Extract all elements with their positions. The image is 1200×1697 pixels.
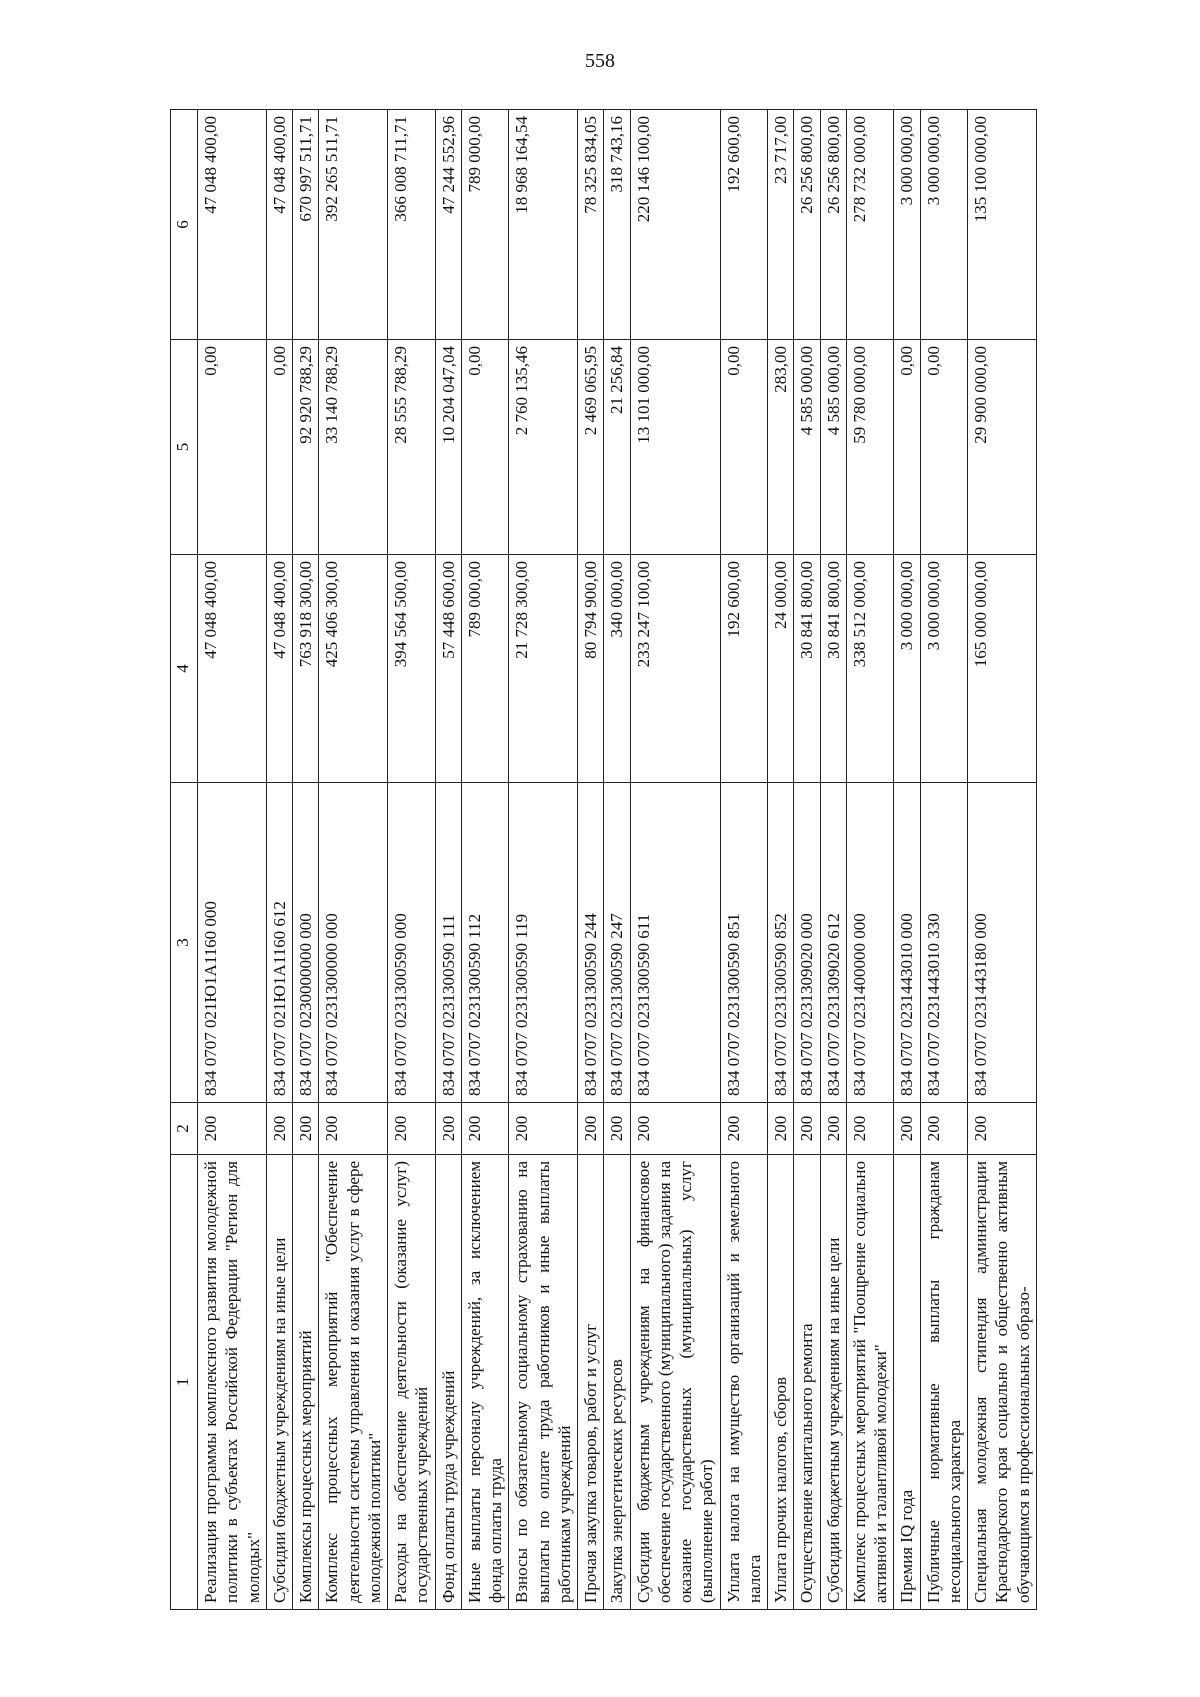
table-row bbox=[509, 110, 578, 1610]
row-value-6: 78 325 834,05 bbox=[578, 110, 604, 340]
table-row bbox=[968, 110, 1037, 1610]
row-kbk: 834 0707 0231300590 611 bbox=[630, 783, 720, 1103]
table-row bbox=[266, 110, 292, 1610]
row-kbk: 834 0707 0231300590 852 bbox=[768, 783, 794, 1103]
table-row bbox=[794, 110, 820, 1610]
table-row bbox=[768, 110, 794, 1610]
row-code: 200 bbox=[435, 1103, 461, 1155]
row-value-5: 10 204 047,04 bbox=[435, 340, 461, 555]
row-name: Осуществление капитального ремонта bbox=[794, 1155, 820, 1610]
row-kbk: 834 0707 0230000000 000 bbox=[293, 783, 319, 1103]
row-code: 200 bbox=[604, 1103, 630, 1155]
row-value-4: 394 564 500,00 bbox=[388, 555, 436, 783]
row-value-6: 3 000 000,00 bbox=[920, 110, 968, 340]
row-kbk: 834 0707 0231300590 247 bbox=[604, 783, 630, 1103]
header-row bbox=[171, 110, 198, 1610]
row-name: Уплата налога на имущество организаций и земельного налога bbox=[720, 1155, 768, 1610]
row-kbk: 834 0707 0231309020 000 bbox=[794, 783, 820, 1103]
row-code: 200 bbox=[846, 1103, 894, 1155]
row-name: Иные выплаты персоналу учреждений, за исключением фонда оплаты труда bbox=[461, 1155, 509, 1610]
row-value-4: 192 600,00 bbox=[720, 555, 768, 783]
row-value-4: 340 000,00 bbox=[604, 555, 630, 783]
page-number: 558 bbox=[585, 50, 615, 72]
row-kbk: 834 0707 0231300590 112 bbox=[461, 783, 509, 1103]
row-value-4: 24 000,00 bbox=[768, 555, 794, 783]
row-name: Премия IQ года bbox=[894, 1155, 920, 1610]
row-name: Фонд оплаты труда учреждений bbox=[435, 1155, 461, 1610]
row-kbk: 834 0707 0231300590 111 bbox=[435, 783, 461, 1103]
row-value-5: 29 900 000,00 bbox=[968, 340, 1037, 555]
row-value-5: 13 101 000,00 bbox=[630, 340, 720, 555]
row-value-5: 0,00 bbox=[920, 340, 968, 555]
row-value-5: 59 780 000,00 bbox=[846, 340, 894, 555]
row-value-5: 283,00 bbox=[768, 340, 794, 555]
row-value-6: 26 256 800,00 bbox=[794, 110, 820, 340]
table-row bbox=[578, 110, 604, 1610]
row-value-4: 47 048 400,00 bbox=[266, 555, 292, 783]
row-value-6: 23 717,00 bbox=[768, 110, 794, 340]
table-row bbox=[630, 110, 720, 1610]
row-code: 200 bbox=[794, 1103, 820, 1155]
row-kbk: 834 0707 0231300000 000 bbox=[319, 783, 388, 1103]
table-row bbox=[820, 110, 846, 1610]
row-code: 200 bbox=[968, 1103, 1037, 1155]
row-value-4: 3 000 000,00 bbox=[920, 555, 968, 783]
row-code: 200 bbox=[768, 1103, 794, 1155]
row-value-4: 3 000 000,00 bbox=[894, 555, 920, 783]
row-value-4: 763 918 300,00 bbox=[293, 555, 319, 783]
row-code: 200 bbox=[509, 1103, 578, 1155]
row-name: Прочая закупка товаров, работ и услуг bbox=[578, 1155, 604, 1610]
table-row bbox=[604, 110, 630, 1610]
row-value-6: 18 968 164,54 bbox=[509, 110, 578, 340]
row-value-6: 789 000,00 bbox=[461, 110, 509, 340]
row-value-5: 0,00 bbox=[198, 340, 267, 555]
row-code: 200 bbox=[198, 1103, 267, 1155]
row-value-6: 192 600,00 bbox=[720, 110, 768, 340]
row-value-5: 0,00 bbox=[461, 340, 509, 555]
row-name: Публичные нормативные выплаты гражданам несоциального характера bbox=[920, 1155, 968, 1610]
row-value-6: 366 008 711,71 bbox=[388, 110, 436, 340]
row-kbk: 834 0707 0231400000 000 bbox=[846, 783, 894, 1103]
table-row bbox=[846, 110, 894, 1610]
row-code: 200 bbox=[388, 1103, 436, 1155]
row-kbk: 834 0707 0231443180 000 bbox=[968, 783, 1037, 1103]
table-row bbox=[720, 110, 768, 1610]
row-code: 200 bbox=[920, 1103, 968, 1155]
row-value-4: 338 512 000,00 bbox=[846, 555, 894, 783]
row-value-6: 392 265 511,71 bbox=[319, 110, 388, 340]
row-name: Комплекс процессных мероприятий "Поощрение социально активной и талантливой молодежи" bbox=[846, 1155, 894, 1610]
header-col-6: 6 bbox=[171, 110, 198, 340]
row-code: 200 bbox=[820, 1103, 846, 1155]
row-kbk: 834 0707 0231300590 851 bbox=[720, 783, 768, 1103]
row-name: Субсидии бюджетным учреждениям на иные цели bbox=[820, 1155, 846, 1610]
row-value-6: 278 732 000,00 bbox=[846, 110, 894, 340]
row-kbk: 834 0707 021Ю1А1160 612 bbox=[266, 783, 292, 1103]
table-body bbox=[198, 110, 1037, 1610]
row-value-5: 4 585 000,00 bbox=[820, 340, 846, 555]
row-name: Специальная молодежная стипендия администрации Краснодарского края социально и общественно активным обучающимся в профессиональных образо- bbox=[968, 1155, 1037, 1610]
row-name: Расходы на обеспечение деятельности (оказание услуг) государственных учреждений bbox=[388, 1155, 436, 1610]
table-row bbox=[461, 110, 509, 1610]
row-kbk: 834 0707 0231300590 119 bbox=[509, 783, 578, 1103]
row-kbk: 834 0707 0231300590 000 bbox=[388, 783, 436, 1103]
row-value-5: 2 760 135,46 bbox=[509, 340, 578, 555]
header-col-5: 5 bbox=[171, 340, 198, 555]
row-value-5: 4 585 000,00 bbox=[794, 340, 820, 555]
row-code: 200 bbox=[720, 1103, 768, 1155]
row-value-6: 26 256 800,00 bbox=[820, 110, 846, 340]
table-row bbox=[388, 110, 436, 1610]
row-name: Комплексы процессных мероприятий bbox=[293, 1155, 319, 1610]
row-value-4: 47 048 400,00 bbox=[198, 555, 267, 783]
row-value-6: 670 997 511,71 bbox=[293, 110, 319, 340]
row-value-5: 0,00 bbox=[720, 340, 768, 555]
rotated-table-wrapper bbox=[170, 110, 1040, 1610]
row-value-6: 135 100 000,00 bbox=[968, 110, 1037, 340]
row-value-4: 30 841 800,00 bbox=[794, 555, 820, 783]
table-row bbox=[894, 110, 920, 1610]
row-code: 200 bbox=[266, 1103, 292, 1155]
row-value-5: 2 469 065,95 bbox=[578, 340, 604, 555]
header-col-3: 3 bbox=[171, 783, 198, 1103]
row-name: Уплата прочих налогов, сборов bbox=[768, 1155, 794, 1610]
row-value-5: 92 920 788,29 bbox=[293, 340, 319, 555]
row-value-4: 80 794 900,00 bbox=[578, 555, 604, 783]
row-code: 200 bbox=[319, 1103, 388, 1155]
row-value-5: 33 140 788,29 bbox=[319, 340, 388, 555]
header-col-2: 2 bbox=[171, 1103, 198, 1155]
row-value-5: 21 256,84 bbox=[604, 340, 630, 555]
row-name: Реализация программы комплексного развития молодежной политики в субъектах Российской Федерации "Регион для молодых" bbox=[198, 1155, 267, 1610]
row-name: Взносы по обязательному социальному страхованию на выплаты по оплате труда работников и иные выплаты работникам учреждений bbox=[509, 1155, 578, 1610]
row-code: 200 bbox=[894, 1103, 920, 1155]
row-code: 200 bbox=[578, 1103, 604, 1155]
table-row bbox=[920, 110, 968, 1610]
row-kbk: 834 0707 021Ю1А1160 000 bbox=[198, 783, 267, 1103]
table-row bbox=[198, 110, 267, 1610]
row-code: 200 bbox=[293, 1103, 319, 1155]
row-value-5: 0,00 bbox=[266, 340, 292, 555]
row-value-4: 789 000,00 bbox=[461, 555, 509, 783]
row-value-4: 21 728 300,00 bbox=[509, 555, 578, 783]
row-value-4: 57 448 600,00 bbox=[435, 555, 461, 783]
row-kbk: 834 0707 0231309020 612 bbox=[820, 783, 846, 1103]
table-row bbox=[435, 110, 461, 1610]
row-value-6: 47 244 552,96 bbox=[435, 110, 461, 340]
row-value-4: 233 247 100,00 bbox=[630, 555, 720, 783]
row-value-6: 220 146 100,00 bbox=[630, 110, 720, 340]
row-name: Субсидии бюджетным учреждениям на иные цели bbox=[266, 1155, 292, 1610]
row-value-6: 47 048 400,00 bbox=[198, 110, 267, 340]
row-name: Закупка энергетических ресурсов bbox=[604, 1155, 630, 1610]
header-col-4: 4 bbox=[171, 555, 198, 783]
row-value-6: 3 000 000,00 bbox=[894, 110, 920, 340]
table-row bbox=[319, 110, 388, 1610]
table-row bbox=[293, 110, 319, 1610]
row-value-6: 318 743,16 bbox=[604, 110, 630, 340]
row-kbk: 834 0707 0231300590 244 bbox=[578, 783, 604, 1103]
budget-table bbox=[170, 109, 1037, 1610]
header-col-1: 1 bbox=[171, 1155, 198, 1610]
row-code: 200 bbox=[461, 1103, 509, 1155]
row-code: 200 bbox=[630, 1103, 720, 1155]
row-kbk: 834 0707 0231443010 330 bbox=[920, 783, 968, 1103]
row-name: Субсидии бюджетным учреждениям на финансовое обеспечение государственного (муниципального) задания на оказание государственных (муниципальных) услуг (выполнение работ) bbox=[630, 1155, 720, 1610]
row-value-4: 425 406 300,00 bbox=[319, 555, 388, 783]
row-value-4: 30 841 800,00 bbox=[820, 555, 846, 783]
row-value-4: 165 000 000,00 bbox=[968, 555, 1037, 783]
row-kbk: 834 0707 0231443010 000 bbox=[894, 783, 920, 1103]
row-value-6: 47 048 400,00 bbox=[266, 110, 292, 340]
row-value-5: 0,00 bbox=[894, 340, 920, 555]
row-name: Комплекс процессных мероприятий "Обеспечение деятельности системы управления и оказания услуг в сфере молодежной политики" bbox=[319, 1155, 388, 1610]
row-value-5: 28 555 788,29 bbox=[388, 340, 436, 555]
